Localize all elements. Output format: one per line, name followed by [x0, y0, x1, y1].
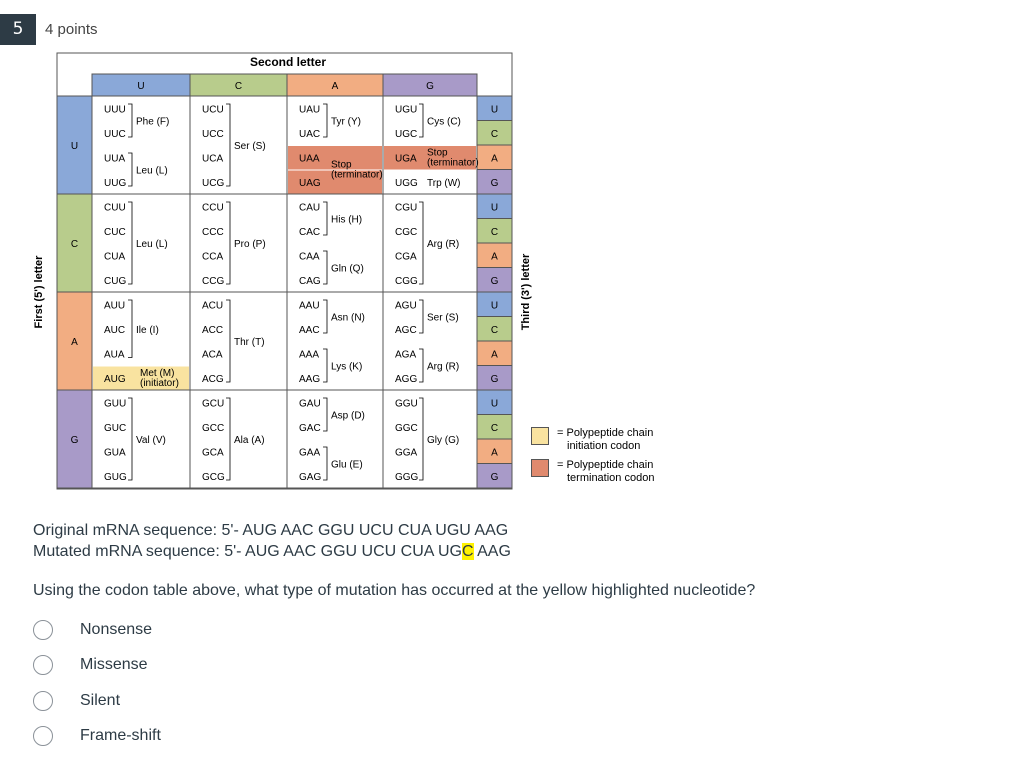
codon-UAG: UAG [299, 177, 321, 189]
radio-nonsense[interactable] [33, 620, 53, 640]
amino-acid-label: Pro (P) [234, 239, 266, 250]
amino-acid-label: Asp (D) [331, 410, 365, 422]
amino-acid-label: Lys (K) [331, 361, 363, 373]
amino-acid-label: Thr (T) [234, 337, 265, 348]
first-letter-U: U [70, 141, 79, 152]
codon-UCG: UCG [202, 177, 225, 189]
third-letter-C: C [490, 226, 499, 238]
third-letter-U: U [490, 398, 499, 410]
mutated-suffix: AAG [473, 543, 511, 560]
codon-GCG: GCG [202, 471, 225, 483]
codon-ACG: ACG [202, 373, 224, 385]
third-letter-C: C [490, 324, 499, 336]
codon-CUU: CUU [104, 202, 126, 214]
codon-CCG: CCG [202, 275, 225, 287]
codon-UUA: UUA [104, 153, 126, 165]
second-letter-A: A [331, 81, 339, 92]
legend-termination-line2: termination codon [567, 472, 655, 484]
amino-acid-label: Arg (R) [427, 361, 460, 373]
terminator-label: (terminator) [331, 169, 383, 181]
radio-frame-shift[interactable] [33, 726, 53, 746]
second-letter-U: U [137, 81, 145, 92]
codon-UCC: UCC [202, 128, 224, 140]
third-letter-G: G [490, 177, 499, 189]
amino-acid-label: His (H) [331, 214, 363, 226]
amino-acid-label: Leu (L) [136, 239, 168, 250]
codon-CCU: CCU [202, 202, 224, 214]
amino-acid-label: Gly (G) [427, 435, 460, 446]
codon-table-graphic [32, 50, 532, 492]
codon-UUU: UUU [104, 104, 126, 116]
option-label[interactable]: Silent [80, 691, 121, 709]
codon-CAG: CAG [299, 275, 321, 287]
third-letter-A: A [491, 153, 498, 165]
option-missense[interactable] [33, 648, 161, 684]
stop-label: Stop [331, 159, 352, 171]
second-letter-C: C [234, 81, 243, 92]
codon-CCA: CCA [202, 251, 224, 263]
amino-acid-label: Cys (C) [427, 116, 461, 128]
second-letter-G: G [426, 81, 434, 92]
codon-GGU: GGU [395, 398, 418, 410]
amino-acid-label: Arg (R) [427, 239, 460, 250]
codon-AAA: AAA [299, 349, 320, 361]
codon-UGG: UGG [395, 177, 418, 189]
amino-acid-label: Glu (E) [331, 459, 363, 471]
third-letter-G: G [490, 275, 499, 287]
radio-missense[interactable] [33, 655, 53, 675]
codon-AGG: AGG [395, 373, 418, 385]
codon-GAC: GAC [299, 422, 321, 434]
codon-CAA: CAA [299, 251, 320, 263]
codon-AGC: AGC [395, 324, 417, 336]
amino-acid-label: Phe (F) [136, 116, 170, 128]
legend-initiation-line2: initiation codon [567, 440, 641, 452]
codon-GUU: GUU [104, 398, 127, 410]
mutated-highlight: C [461, 543, 474, 560]
answer-options [33, 612, 161, 754]
third-letter-U: U [490, 104, 499, 116]
option-label[interactable]: Missense [80, 656, 148, 674]
codon-CUG: CUG [104, 275, 127, 287]
codon-UGA: UGA [395, 153, 417, 165]
amino-acid-label: Ile (I) [136, 324, 159, 336]
codon-UGC: UGC [395, 128, 418, 140]
codon-UUG: UUG [104, 177, 127, 189]
legend-termination [531, 459, 654, 485]
mutated-sequence [33, 541, 511, 562]
question-number: 5 [0, 14, 36, 45]
third-letter-A: A [491, 251, 498, 263]
legend-initiation [531, 427, 654, 453]
codon-UUC: UUC [104, 128, 126, 140]
codon-CUA: CUA [104, 251, 126, 263]
amino-acid-label: Ser (S) [234, 141, 266, 152]
codon-GUA: GUA [104, 447, 126, 459]
legend-termination-line1: = Polypeptide chain [557, 459, 654, 471]
codon-UAA: UAA [299, 153, 320, 165]
amino-acid-label: Tyr (Y) [331, 116, 361, 128]
codon-GAU: GAU [299, 398, 321, 410]
codon-GGA: GGA [395, 447, 418, 459]
third-letter-A: A [491, 349, 498, 361]
legend-initiation-line1: = Polypeptide chain [557, 427, 654, 439]
amino-acid-label: Asn (N) [331, 312, 365, 324]
codon-CGG: CGG [395, 275, 418, 287]
option-nonsense[interactable] [33, 612, 161, 648]
codon-UCU: UCU [202, 104, 224, 116]
codon-GCA: GCA [202, 447, 224, 459]
codon-AAG: AAG [299, 373, 321, 385]
first-letter-C: C [70, 239, 79, 250]
codon-GUG: GUG [104, 471, 127, 483]
question-points: 4 points [45, 21, 98, 38]
first-letter-label: First (5') letter [33, 255, 45, 329]
codon-ACU: ACU [202, 300, 224, 312]
codon-AUU: AUU [104, 300, 126, 312]
first-letter-A: A [71, 337, 78, 348]
codon-CCC: CCC [202, 226, 224, 238]
stop-label: Stop [427, 147, 448, 159]
original-sequence: Original mRNA sequence: 5'- AUG AAC GGU UCU CUA UGU AAG [33, 522, 509, 539]
codon-AUG: AUG [104, 373, 126, 385]
codon-CGA: CGA [395, 251, 417, 263]
option-label[interactable]: Frame-shift [80, 727, 161, 745]
third-letter-G: G [490, 471, 499, 483]
codon-UCA: UCA [202, 153, 224, 165]
codon-GCC: GCC [202, 422, 225, 434]
question-prompt: Using the codon table above, what type of mutation has occurred at the yellow highlighted nucleotide? [33, 582, 756, 599]
third-letter-C: C [490, 422, 499, 434]
codon-GAG: GAG [299, 471, 322, 483]
third-letter-U: U [490, 300, 499, 312]
initiator-label: (initiator) [140, 377, 179, 389]
codon-legend [531, 427, 654, 491]
sequences [33, 520, 511, 562]
radio-silent[interactable] [33, 691, 53, 711]
amino-acid-label: Gln (Q) [331, 263, 364, 275]
codon-table [32, 50, 532, 492]
codon-CGU: CGU [395, 202, 418, 214]
codon-GCU: GCU [202, 398, 225, 410]
mutated-prefix: Mutated mRNA sequence: 5'- AUG AAC GGU UCU CUA UG [33, 543, 462, 560]
codon-AGA: AGA [395, 349, 417, 361]
codon-CGC: CGC [395, 226, 418, 238]
amino-acid-label: Ala (A) [234, 435, 265, 446]
third-letter-G: G [490, 373, 499, 385]
terminator-label: (terminator) [427, 157, 479, 169]
option-label[interactable]: Nonsense [80, 620, 153, 638]
amino-acid-label: Ser (S) [427, 312, 459, 324]
amino-acid-label: Leu (L) [136, 165, 168, 177]
codon-CAU: CAU [299, 202, 321, 214]
option-frame-shift[interactable] [33, 719, 161, 755]
third-letter-C: C [490, 128, 499, 140]
third-letter-A: A [491, 447, 498, 459]
codon-UAC: UAC [299, 128, 321, 140]
codon-UAU: UAU [299, 104, 321, 116]
codon-GUC: GUC [104, 422, 127, 434]
codon-AUC: AUC [104, 324, 126, 336]
codon-ACC: ACC [202, 324, 224, 336]
codon-GGG: GGG [395, 471, 419, 483]
option-silent[interactable] [33, 683, 161, 719]
codon-GGC: GGC [395, 422, 418, 434]
codon-AAC: AAC [299, 324, 320, 336]
codon-CAC: CAC [299, 226, 321, 238]
codon-AAU: AAU [299, 300, 320, 312]
third-letter-U: U [490, 202, 499, 214]
amino-acid-label: Trp (W) [427, 177, 461, 189]
amino-acid-label: Val (V) [136, 435, 166, 446]
codon-AUA: AUA [104, 349, 125, 361]
codon-GAA: GAA [299, 447, 321, 459]
second-letter-label: Second letter [249, 55, 327, 69]
codon-CUC: CUC [104, 226, 126, 238]
legend-termination-swatch [531, 459, 549, 477]
codon-ACA: ACA [202, 349, 223, 361]
third-letter-label: Third (3') letter [520, 253, 532, 331]
legend-initiation-swatch [531, 427, 549, 445]
first-letter-G: G [70, 435, 79, 446]
codon-AGU: AGU [395, 300, 417, 312]
amino-acid-label: Met (M) [140, 367, 175, 379]
codon-UGU: UGU [395, 104, 418, 116]
